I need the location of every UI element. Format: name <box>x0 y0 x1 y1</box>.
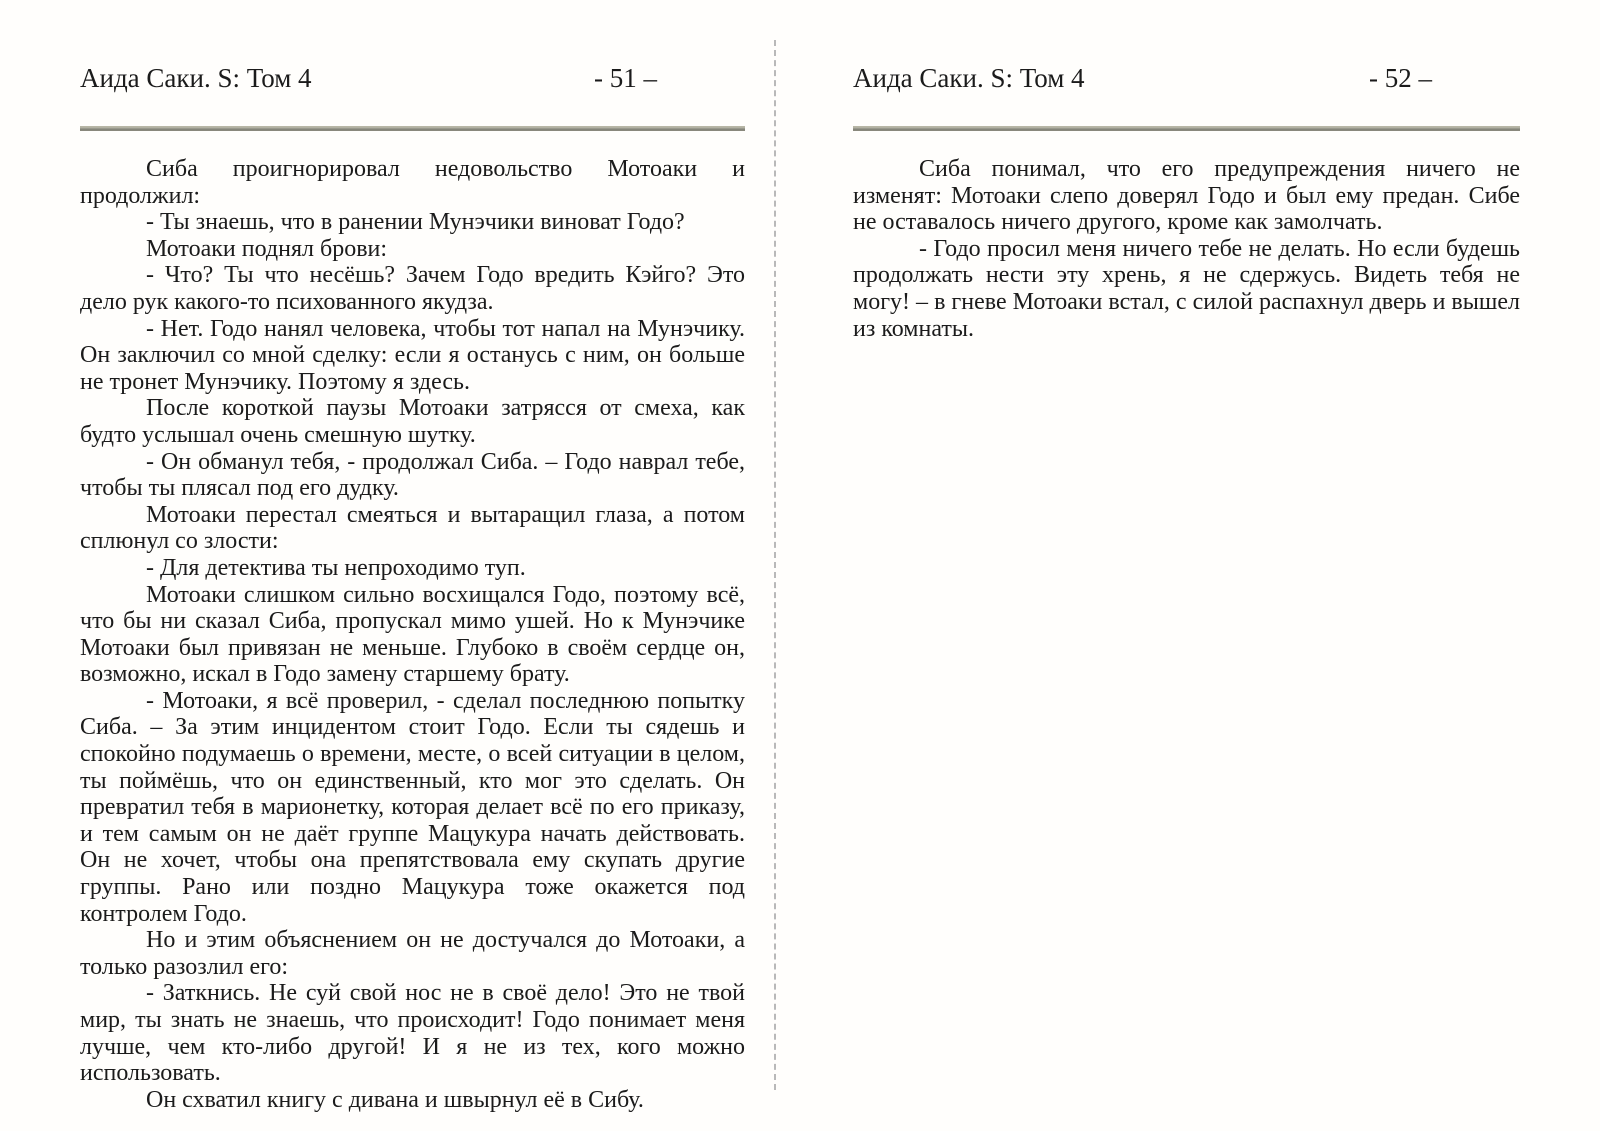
paragraph: Сиба проигнорировал недовольство Мотоаки и продолжил: <box>80 156 745 209</box>
paragraph: Мотоаки слишком сильно восхищался Годо, поэтому всё, что бы ни сказал Сиба, пропускал мимо ушей. Но к Мунэчике Мотоаки был привязан не меньше. Глубоко в своём сердце он, возможно, искал в Годо замену старшему брату. <box>80 581 745 688</box>
page-number: - 52 – <box>1369 63 1432 93</box>
paragraph: - Он обманул тебя, - продолжал Сиба. – Годо наврал тебе, чтобы ты плясал под его дудку. <box>80 448 745 502</box>
paragraph: После короткой паузы Мотоаки затрясся от смеха, как будто услышал очень смешную шутку. <box>80 395 745 448</box>
paragraph: Сиба понимал, что его предупреждения ничего не изменят: Мотоаки слепо доверял Годо и был ему предан. Сибе не оставалось ничего другого, кроме как замолчать. <box>853 156 1520 236</box>
page-51 <box>0 0 775 1131</box>
book-title: Аида Саки. S: Том 4 <box>80 63 312 93</box>
page-52-header <box>853 62 1520 94</box>
page-51-header <box>80 62 745 94</box>
page-divider <box>774 40 776 1090</box>
paragraph: Но и этим объяснением он не достучался до Мотоаки, а только разозлил его: <box>80 927 745 980</box>
header-rule <box>853 126 1520 131</box>
paragraph: Мотоаки поднял брови: <box>146 235 388 262</box>
paragraph: Мотоаки перестал смеяться и вытаращил глаза, а потом сплюнул со злости: <box>80 501 745 555</box>
paragraph: - Для детектива ты непроходимо туп. <box>146 554 526 581</box>
page-number: - 51 – <box>594 63 657 93</box>
header-rule <box>80 126 745 131</box>
paragraph: - Мотоаки, я всё проверил, - сделал последнюю попытку Сиба. – За этим инцидентом стоит Годо. Если ты сядешь и спокойно подумаешь о времени, месте, о всей ситуации в целом, ты поймёшь, что он единственный, кто мог это сделать. Он превратил тебя в марионетку, которая делает всё по его приказу, и тем самым он не даёт группе Мацукура начать действовать. Он не хочет, чтобы она препятствовала ему скупать другие группы. Рано или поздно Мацукура тоже окажется под контролем Годо. <box>80 687 745 927</box>
paragraph: - Заткнись. Не суй свой нос не в своё дело! Это не твой мир, ты знать не знаешь, что происходит! Годо понимает меня лучше, чем кто-либо другой! И я не из тех, кого можно использовать. <box>80 980 745 1087</box>
paragraph: - Что? Ты что несёшь? Зачем Годо вредить Кэйго? Это дело рук какого-то психованного якудза. <box>80 262 745 315</box>
page-52 <box>775 0 1600 1131</box>
page-52-body <box>853 156 1520 342</box>
book-title: Аида Саки. S: Том 4 <box>853 63 1085 93</box>
paragraph: - Ты знаешь, что в ранении Мунэчики виноват Годо? <box>146 209 685 236</box>
paragraph: Он схватил книгу с дивана и швырнул её в Сибу. <box>146 1086 644 1113</box>
paragraph: - Нет. Годо нанял человека, чтобы тот напал на Мунэчику. Он заключил со мной сделку: если я останусь с ним, он больше не тронет Мунэчику. Поэтому я здесь. <box>80 315 745 395</box>
paragraph: - Годо просил меня ничего тебе не делать. Но если будешь продолжать нести эту хрень, я не сдержусь. Видеть тебя не могу! – в гневе Мотоаки встал, с силой распахнул дверь и вышел из комнаты. <box>853 235 1520 342</box>
page-51-body <box>80 156 745 1113</box>
